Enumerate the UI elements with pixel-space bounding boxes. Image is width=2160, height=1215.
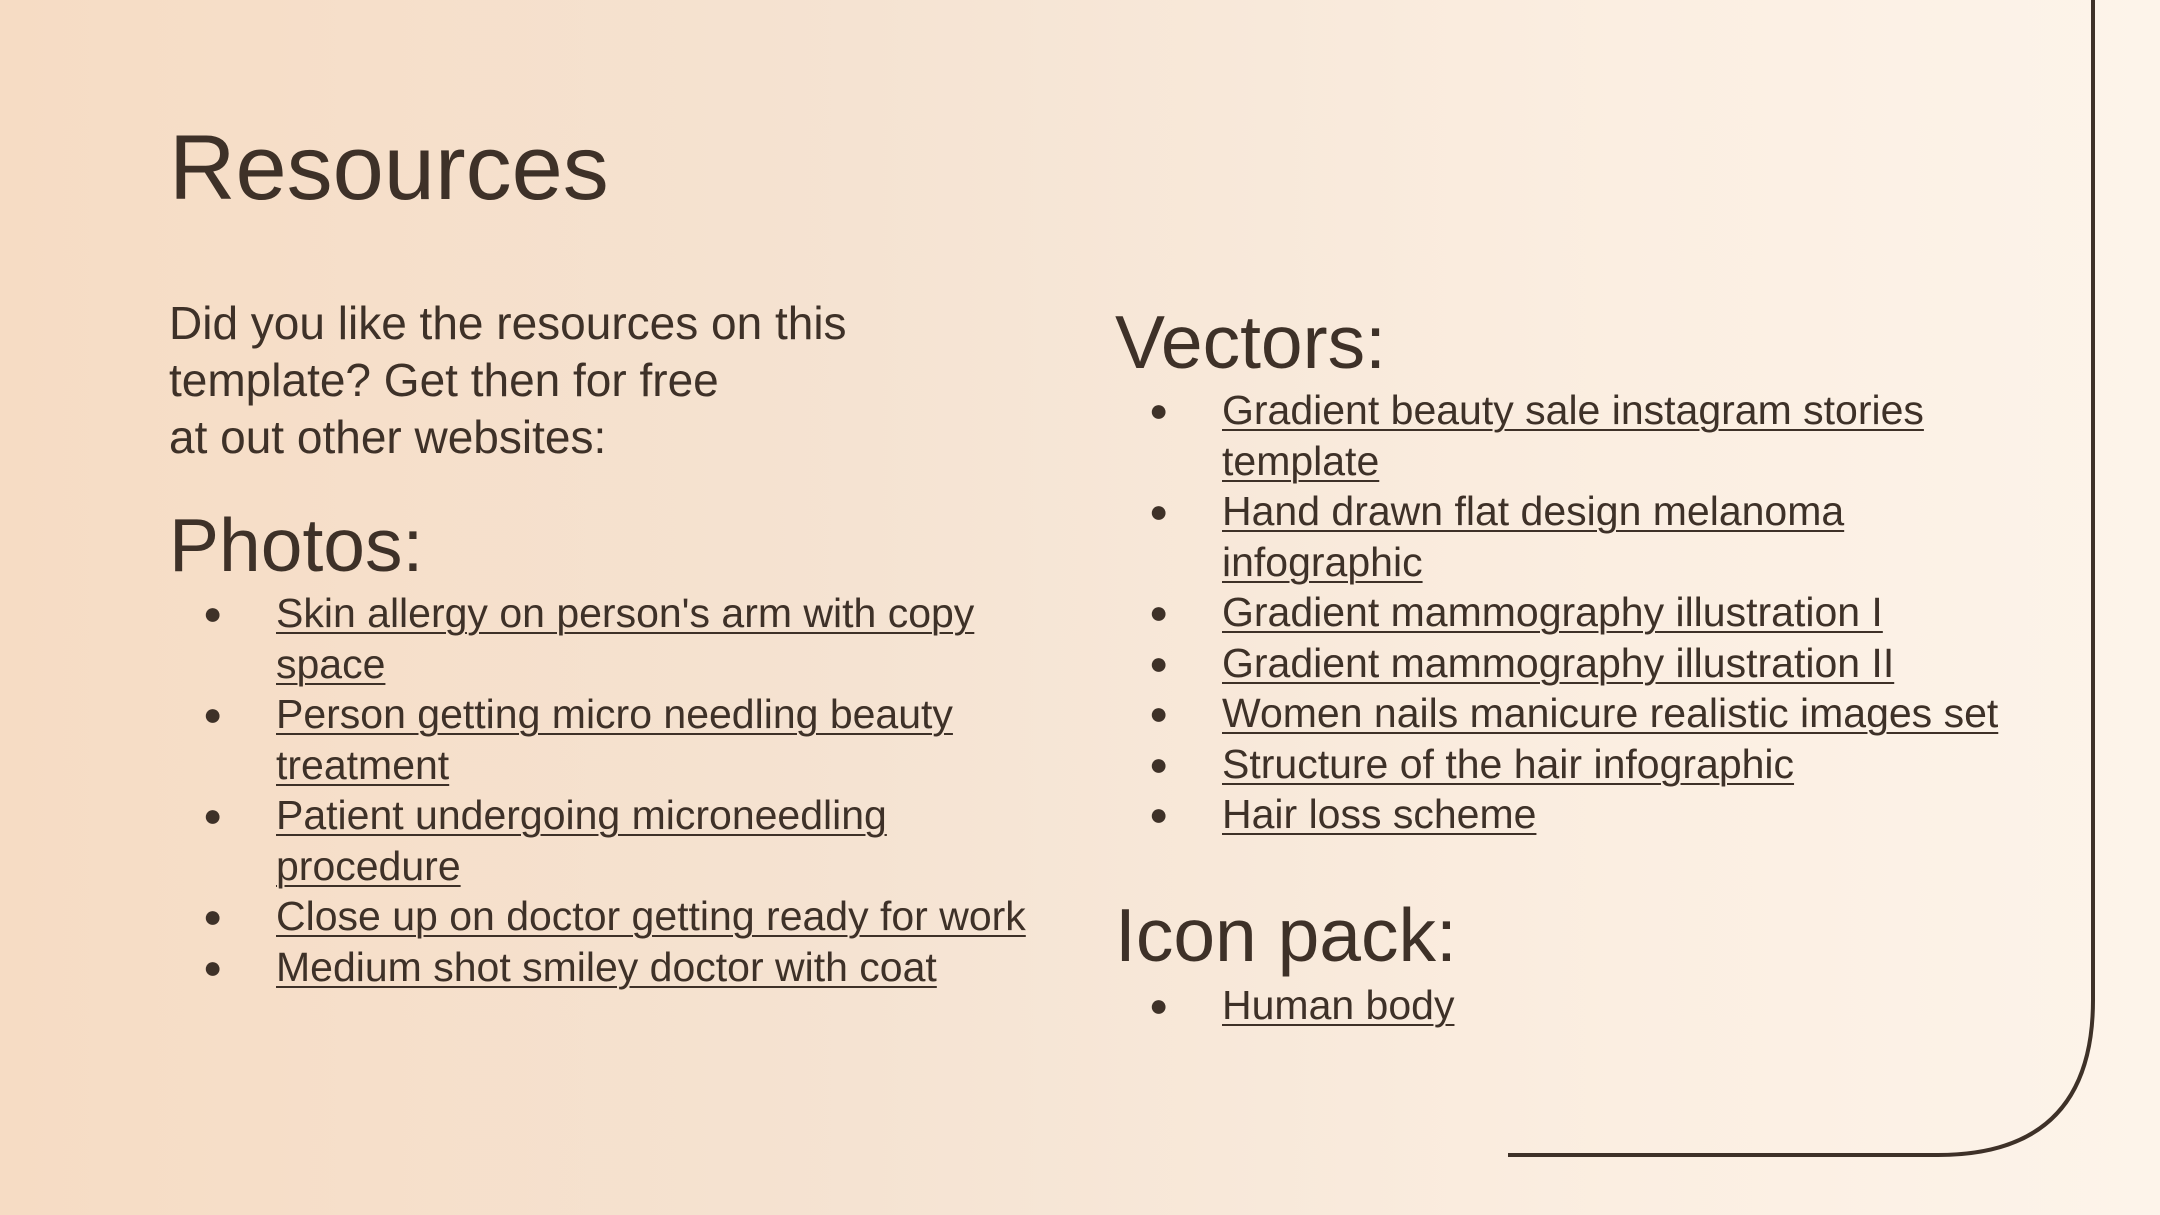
icon-pack-heading: Icon pack: [1115,893,1457,977]
intro-line: template? Get then for free [169,354,719,406]
bullet-icon: ● [203,797,223,833]
bullet-icon: ● [1149,987,1169,1023]
list-item [169,942,1069,993]
intro-text [169,295,949,466]
list-item [169,891,1069,942]
bullet-icon: ● [1149,493,1169,529]
vector-link-mammography-2[interactable]: Gradient mammography illustration II [1222,639,1895,686]
bullet-icon: ● [1149,695,1169,731]
photo-link-micro-needling[interactable]: Person getting micro needling beauty treatment [276,691,953,788]
icon-pack-link-human-body[interactable]: Human body [1222,982,1455,1028]
bullet-icon: ● [1149,745,1169,782]
list-item [169,790,1069,891]
photo-link-microneedling-procedure[interactable]: Patient undergoing microneedling procedure [276,792,887,889]
vector-link-hair-loss[interactable]: Hair loss scheme [1222,791,1537,837]
vectors-heading: Vectors: [1115,300,1386,384]
page-title: Resources [169,117,609,219]
bullet-icon: ● [203,696,223,732]
list-item [1115,385,2015,486]
list-item [1115,587,2015,638]
photo-link-skin-allergy[interactable]: Skin allergy on person's arm with copy space [276,590,975,687]
vector-link-hair-structure[interactable]: Structure of the hair infographic [1222,740,1795,787]
photo-link-smiley-doctor[interactable]: Medium shot smiley doctor with coat [276,943,937,990]
bullet-icon: ● [1149,796,1169,832]
list-item [1115,739,2015,790]
list-item [1115,789,2015,840]
list-item [1115,980,2015,1031]
intro-line: Did you like the resources on this [169,297,847,349]
icon-pack-list [1115,980,2015,1031]
list-item [1115,688,2015,739]
bullet-icon: ● [203,948,223,985]
photos-heading: Photos: [169,503,424,587]
bullet-icon: ● [1149,392,1169,428]
vector-link-nails-manicure[interactable]: Women nails manicure realistic images set [1222,690,1999,736]
list-item [1115,486,2015,587]
list-item [169,689,1069,790]
intro-line: at out other websites: [169,411,607,463]
photos-list [169,588,1069,992]
vectors-list [1115,385,2015,840]
bullet-icon: ● [1149,594,1169,630]
vector-link-melanoma-infographic[interactable]: Hand drawn flat design melanoma infographic [1222,488,1845,585]
list-item [1115,638,2015,689]
list-item [169,588,1069,689]
vector-link-mammography-1[interactable]: Gradient mammography illustration I [1222,589,1883,635]
bullet-icon: ● [203,898,223,934]
photo-link-doctor-ready[interactable]: Close up on doctor getting ready for work [276,893,1026,939]
vector-link-instagram-stories[interactable]: Gradient beauty sale instagram stories template [1222,387,1924,484]
bullet-icon: ● [1149,644,1169,681]
bullet-icon: ● [203,595,223,631]
